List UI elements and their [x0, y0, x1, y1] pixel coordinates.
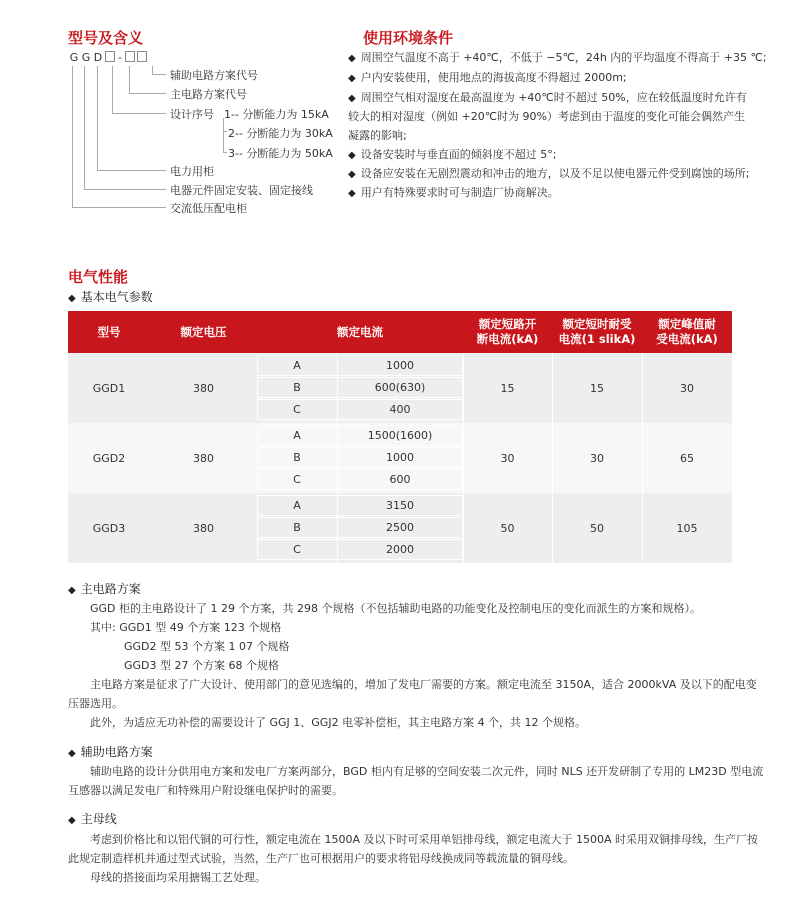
cell-current: 2500	[386, 521, 414, 534]
label-d3: 3-- 分断能力为 50kA	[228, 147, 333, 160]
table-row	[68, 423, 732, 493]
env-title: 使用环境条件	[363, 29, 454, 47]
cell-current: 600(630)	[374, 381, 426, 394]
cell-voltage: 380	[193, 521, 214, 535]
busbar-line: 考虑到价格比和以铝代铜的可行性，额定电流在 1500A 及以下时可采用单铝排母线，额定电流大于 1500A 时采用双铜排母线，生产厂按	[90, 833, 759, 846]
label-d1: 1-- 分断能力为 15kA	[224, 108, 329, 121]
aux-circuit-heading: ◆ 辅助电路方案	[68, 745, 153, 759]
electrical-title: 电气性能	[68, 268, 129, 286]
cell-grade: B	[293, 521, 301, 534]
basic-params-heading: ◆ 基本电气参数	[68, 290, 153, 304]
main-circuit-line: GGD2 型 53 个方案 1 07 个规格	[124, 640, 290, 653]
cell-break: 15	[500, 381, 515, 395]
label-design-seq: 设计序号	[170, 108, 214, 121]
cell-break: 50	[500, 521, 515, 535]
label-d2: 2-- 分断能力为 30kA	[228, 127, 333, 140]
env-item: ◆ 设备应安装在无剧烈震动和冲击的地方，以及不足以使电器元件受到腐蚀的场所;	[348, 167, 750, 180]
code-dash: -	[118, 51, 122, 64]
cell-withstand: 50	[590, 521, 604, 535]
cell-break: 30	[500, 451, 515, 465]
table-header	[68, 311, 732, 353]
th-current: 额定电流	[337, 324, 383, 339]
label-lv: 交流低压配电柜	[170, 202, 247, 215]
code-box	[105, 51, 115, 62]
th-model: 型号	[97, 324, 121, 339]
env-item-cont: 较大的相对湿度（例如 +20℃时为 90%）考虑到由于温度的变化可能会偶然产生	[348, 110, 746, 123]
th-peak: 额定峰值耐 受电流(kA)	[656, 317, 718, 346]
env-item: ◆ 设备安装时与垂直面的倾斜度不超过 5°;	[348, 148, 557, 161]
cell-current: 1500(1600)	[367, 429, 433, 442]
main-circuit-line: 压器选用。	[68, 697, 123, 710]
cell-current: 1000	[386, 451, 414, 464]
main-circuit-line: 此外，为适应无功补偿的需要设计了 GGJ 1、GGJ2 电零补偿柜，其主电路方案 4 个，共 12 个规格。	[90, 716, 587, 729]
env-item: ◆ 户内安装使用，使用地点的海拔高度不得超过 2000m;	[348, 71, 627, 84]
main-circuit-line: GGD 柜的主电路设计了 1 29 个方案，共 298 个规格（不包括辅助电路的功能变化及控制电压的变化而派生的方案和规格）。	[90, 602, 701, 615]
cell-current: 2000	[386, 543, 414, 556]
code-char: G	[81, 51, 91, 64]
cell-withstand: 30	[590, 451, 604, 465]
env-item: ◆ 周围空气相对湿度在最高温度为 +40℃时不超过 50%，应在较低温度时允许有	[348, 91, 747, 104]
main-circuit-line: 主电路方案是征求了广大设计、使用部门的意见选编的，增加了发电厂需要的方案。额定电流至 3150A，适合 2000kVA 及以下的配电变	[90, 678, 757, 691]
busbar-line: 母线的搭接面均采用搪锡工艺处理。	[90, 871, 266, 884]
th-short-break: 额定短路开 断电流(kA)	[476, 317, 539, 346]
env-item: ◆ 周围空气温度不高于 +40℃，不低于 −5℃，24h 内的平均温度不得高于 +35 ℃;	[348, 51, 767, 64]
label-cabinet: 电力用柜	[170, 165, 214, 178]
cell-peak: 30	[680, 381, 694, 395]
table-row	[68, 493, 732, 563]
cell-grade: C	[293, 473, 301, 486]
cell-current: 400	[389, 403, 411, 416]
cell-grade: B	[293, 381, 301, 394]
busbar-line: 此规定制造样机并通过型式试验，当然，生产厂也可根据用户的要求将铝母线换成同等载流量的铜母线。	[68, 852, 574, 865]
main-circuit-line: 其中: GGD1 型 49 个方案 123 个规格	[90, 621, 282, 634]
cell-model: GGD3	[92, 521, 126, 535]
cell-grade: A	[293, 429, 301, 442]
model-title: 型号及含义	[68, 29, 144, 47]
aux-circuit-line: 互感器以满足发电厂和特殊用户附设继电保护时的需要。	[68, 784, 343, 797]
code-box	[137, 51, 147, 62]
cell-grade: C	[293, 543, 301, 556]
th-voltage: 额定电压	[180, 324, 227, 339]
label-aux-circuit: 辅助电路方案代号	[170, 69, 258, 82]
model-code	[68, 48, 148, 64]
cell-voltage: 380	[193, 451, 214, 465]
main-circuit-line: GGD3 型 27 个方案 68 个规格	[124, 659, 279, 672]
busbar-heading: ◆ 主母线	[68, 812, 117, 826]
cell-grade: C	[293, 403, 301, 416]
cell-model: GGD2	[92, 451, 126, 465]
code-char: G	[69, 51, 79, 64]
cell-current: 600	[389, 473, 411, 486]
label-fixed: 电器元件固定安装、固定接线	[170, 184, 313, 197]
cell-peak: 105	[676, 521, 698, 535]
cell-grade: A	[293, 359, 301, 372]
cell-withstand: 15	[590, 381, 604, 395]
env-item-cont: 凝露的影响;	[348, 129, 407, 142]
cell-grade: A	[293, 499, 301, 512]
cell-current: 1000	[386, 359, 414, 372]
main-circuit-heading: ◆ 主电路方案	[68, 582, 141, 596]
th-withstand: 额定短时耐受 电流(1 slikA)	[558, 317, 636, 346]
aux-circuit-line: 辅助电路的设计分供用电方案和发电厂方案两部分，BGD 柜内有足够的空间安装二次元件，同时 NLS 还开发研制了专用的 LM23D 型电流	[90, 765, 764, 778]
cell-peak: 65	[680, 451, 694, 465]
table-row	[68, 353, 732, 423]
label-main-circuit: 主电路方案代号	[170, 88, 247, 101]
cell-grade: B	[293, 451, 301, 464]
cell-model: GGD1	[92, 381, 126, 395]
cell-voltage: 380	[193, 381, 214, 395]
code-char: D	[93, 51, 103, 64]
cell-current: 3150	[386, 499, 414, 512]
env-item: ◆ 用户有特殊要求时可与制造厂协商解决。	[348, 186, 559, 199]
code-box	[125, 51, 135, 62]
